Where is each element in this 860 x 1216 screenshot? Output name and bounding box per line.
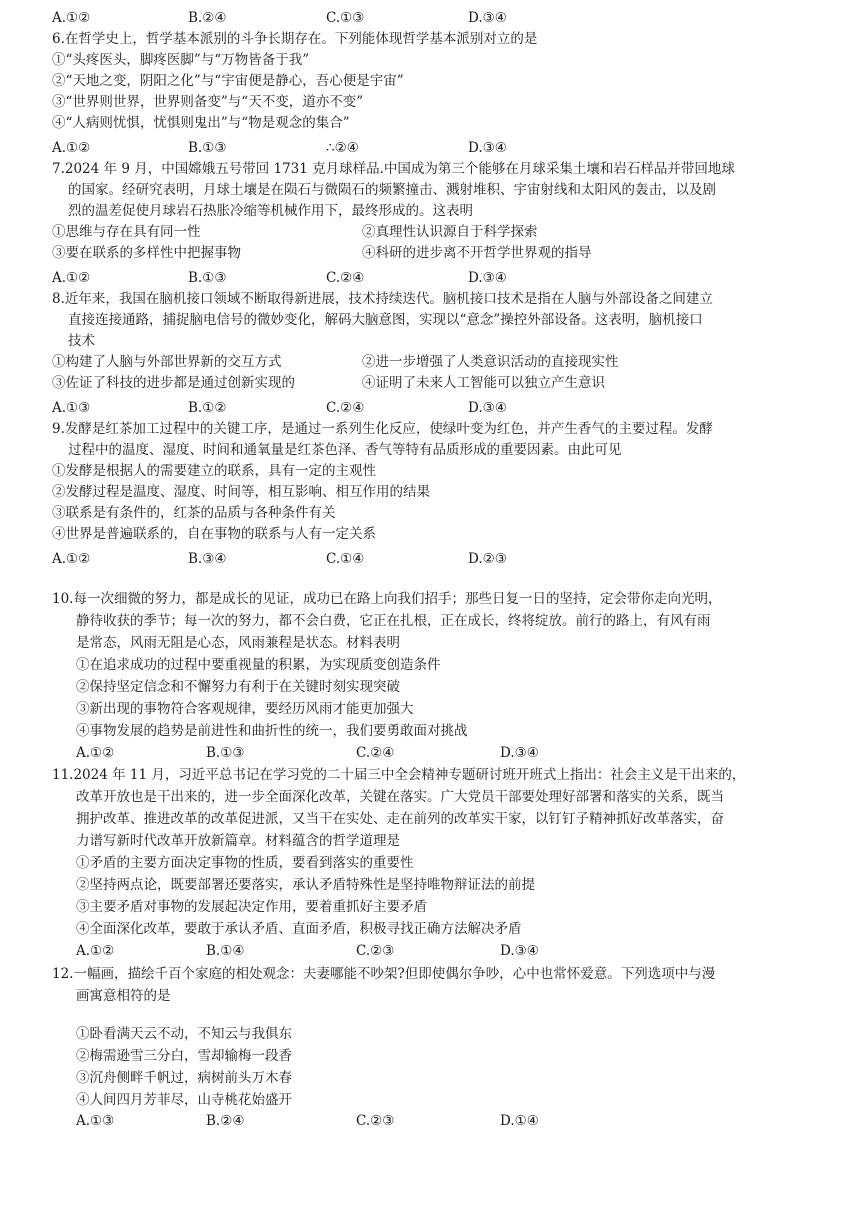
option-b: B.②④ — [188, 10, 227, 26]
option-a: A.①② — [52, 10, 91, 26]
statement-item: ④事物发展的趋势是前进性和曲折性的统一，我们要勇敢面对挑战 — [76, 723, 468, 739]
option-d: D.③④ — [500, 745, 539, 761]
statement-item: ②保持坚定信念和不懈努力有利于在关键时刻实现突破 — [76, 679, 400, 695]
option-a: A.①③ — [52, 400, 91, 416]
question-stem-line: 静待收获的季节；每一次的努力，都不会白费，它正在扎根，正在成长，终将绽放。前行的路上，有风有雨 — [76, 613, 711, 629]
question-stem-line: 直接连接通路，捕捉脑电信号的微妙变化，解码大脑意图，实现以“意念”操控外部设备。这表明，脑机接口 — [68, 312, 703, 328]
question-stem-line: 9.发酵是红茶加工过程中的关键工序，是通过一系列生化反应，使绿叶变为红色，并产生香气的主要过程。发酵 — [52, 421, 713, 437]
option-b: B.①③ — [188, 270, 227, 286]
question-stem-line: 的国家。经研究表明，月球土壤是在陨石与微陨石的频繁撞击、溅射堆积、宇宙射线和太阳风的轰击，以及剧 — [68, 182, 716, 198]
statement-item: ④人间四月芳菲尽，山寺桃花始盛开 — [76, 1092, 292, 1108]
option-c: C.①④ — [326, 551, 365, 567]
question-stem-line: 11.2024 年 11 月，习近平总书记在学习党的二十届三中全会精神专题研讨班开班式上指出：社会主义是干出来的， — [52, 767, 746, 783]
statement-item: ②梅需逊雪三分白，雪却输梅一段香 — [76, 1048, 292, 1064]
question-stem-line: 烈的温差促使月球岩石热胀冷缩等机械作用下，最终形成的。这表明 — [68, 203, 473, 219]
option-c: C.①③ — [326, 10, 365, 26]
option-d: D.③④ — [468, 400, 507, 416]
statement-item: ②“天地之变，阴阳之化”与“宇宙便是静心，吾心便是宇宙” — [52, 73, 404, 89]
question-stem-line: 8.近年来，我国在脑机接口领域不断取得新进展，技术持续迭代。脑机接口技术是指在人脑与外部设备之间建立 — [52, 291, 713, 307]
option-c: C.②③ — [356, 1113, 395, 1129]
option-b: B.①③ — [206, 745, 245, 761]
statement-item: ④世界是普遍联系的，自在事物的联系与人有一定关系 — [52, 526, 376, 542]
question-stem-line: 12.一幅画，描绘千百个家庭的相处观念：夫妻哪能不吵架?但即使偶尔争吵，心中也常怀爱意。下列选项中与漫 — [52, 966, 716, 982]
statement-item: ③佐证了科技的进步都是通过创新实现的 — [52, 375, 295, 391]
question-stem: 6.在哲学史上，哲学基本派别的斗争长期存在。下列能体现哲学基本派别对立的是 — [52, 31, 538, 47]
statement-item: ④科研的进步离不开哲学世界观的指导 — [362, 245, 592, 261]
option-d: D.③④ — [500, 943, 539, 959]
statement-item: ②坚持两点论，既要部署还要落实，承认矛盾特殊性是坚持唯物辩证法的前提 — [76, 877, 535, 893]
question-stem-line: 过程中的温度、湿度、时间和通氧量是红茶色泽、香气等特有品质形成的重要因素。由此可见 — [68, 442, 622, 458]
option-d: D.③④ — [468, 10, 507, 26]
option-a: A.①② — [76, 943, 115, 959]
option-b: B.③④ — [188, 551, 227, 567]
statement-item: ②真理性认识源自于科学探索 — [362, 224, 538, 240]
statement-item: ④全面深化改革，要敢于承认矛盾、直面矛盾，积极寻找正确方法解决矛盾 — [76, 921, 522, 937]
option-b: B.①② — [188, 400, 227, 416]
statement-item: ①“头疼医头，脚疼医脚”与“万物皆备于我” — [52, 52, 310, 68]
statement-item: ④证明了未来人工智能可以独立产生意识 — [362, 375, 605, 391]
option-a: A.①② — [76, 745, 115, 761]
question-stem-line: 7.2024 年 9 月，中国嫦娥五号带回 1731 克月球样品.中国成为第三个能够在月球采集土壤和岩石样品并带回地球 — [52, 161, 735, 177]
statement-item: ③新出现的事物符合客观规律，要经历风雨才能更加强大 — [76, 701, 414, 717]
statement-item: ④“人病则忧惧，忧惧则鬼出”与“物是观念的集合” — [52, 115, 350, 131]
question-stem-line: 改革开放也是干出来的，进一步全面深化改革，关键在落实。广大党员干部要处理好部署和落实的关系，既当 — [76, 789, 724, 805]
question-stem-line: 画寓意相符的是 — [76, 988, 171, 1004]
option-c: ∴②④ — [326, 140, 359, 156]
option-a: A.①② — [52, 270, 91, 286]
statement-item: ①卧看满天云不动，不知云与我俱东 — [76, 1026, 292, 1042]
question-stem-line: 是常态，风雨无阻是心态，风雨兼程是状态。材料表明 — [76, 635, 400, 651]
statement-item: ①在追求成功的过程中要重视量的积累，为实现质变创造条件 — [76, 657, 441, 673]
statement-item: ③要在联系的多样性中把握事物 — [52, 245, 241, 261]
option-b: B.①③ — [188, 140, 227, 156]
statement-item: ③联系是有条件的，红茶的品质与各种条件有关 — [52, 505, 336, 521]
statement-item: ①发酵是根据人的需要建立的联系，具有一定的主观性 — [52, 463, 376, 479]
option-c: C.②④ — [326, 400, 365, 416]
option-a: A.①② — [52, 140, 91, 156]
option-c: C.②④ — [326, 270, 365, 286]
option-d: D.①④ — [500, 1113, 539, 1129]
statement-item: ①构建了人脑与外部世界新的交互方式 — [52, 354, 282, 370]
option-b: B.②④ — [206, 1113, 245, 1129]
statement-item: ③主要矛盾对事物的发展起决定作用，要着重抓好主要矛盾 — [76, 899, 427, 915]
option-d: D.③④ — [468, 140, 507, 156]
option-c: C.②④ — [356, 745, 395, 761]
question-stem-line: 10.每一次细微的努力，都是成长的见证，成功已在路上向我们招手；那些日复一日的坚持，定会带你走向光明， — [52, 591, 722, 607]
statement-item: ③沉舟侧畔千帆过，病树前头万木春 — [76, 1070, 292, 1086]
option-b: B.①④ — [206, 943, 245, 959]
option-c: C.②③ — [356, 943, 395, 959]
option-a: A.①② — [52, 551, 91, 567]
option-d: D.②③ — [468, 551, 507, 567]
statement-item: ②发酵过程是温度、湿度、时间等，相互影响、相互作用的结果 — [52, 484, 430, 500]
question-stem-line: 技术 — [68, 333, 95, 349]
question-stem-line: 力谱写新时代改革开放新篇章。材料蕴含的哲学道理是 — [76, 833, 400, 849]
statement-item: ①思维与存在具有同一性 — [52, 224, 201, 240]
question-stem-line: 拥护改革、推进改革的改革促进派，又当干在实处、走在前列的改革实干家，以钉钉子精神抓好改革落实，奋 — [76, 811, 724, 827]
option-a: A.①③ — [76, 1113, 115, 1129]
statement-item: ③“世界则世界，世界则备变”与“天不变，道亦不变” — [52, 94, 364, 110]
statement-item: ②进一步增强了人类意识活动的直接现实性 — [362, 354, 619, 370]
option-d: D.③④ — [468, 270, 507, 286]
statement-item: ①矛盾的主要方面决定事物的性质，要看到落实的重要性 — [76, 855, 414, 871]
